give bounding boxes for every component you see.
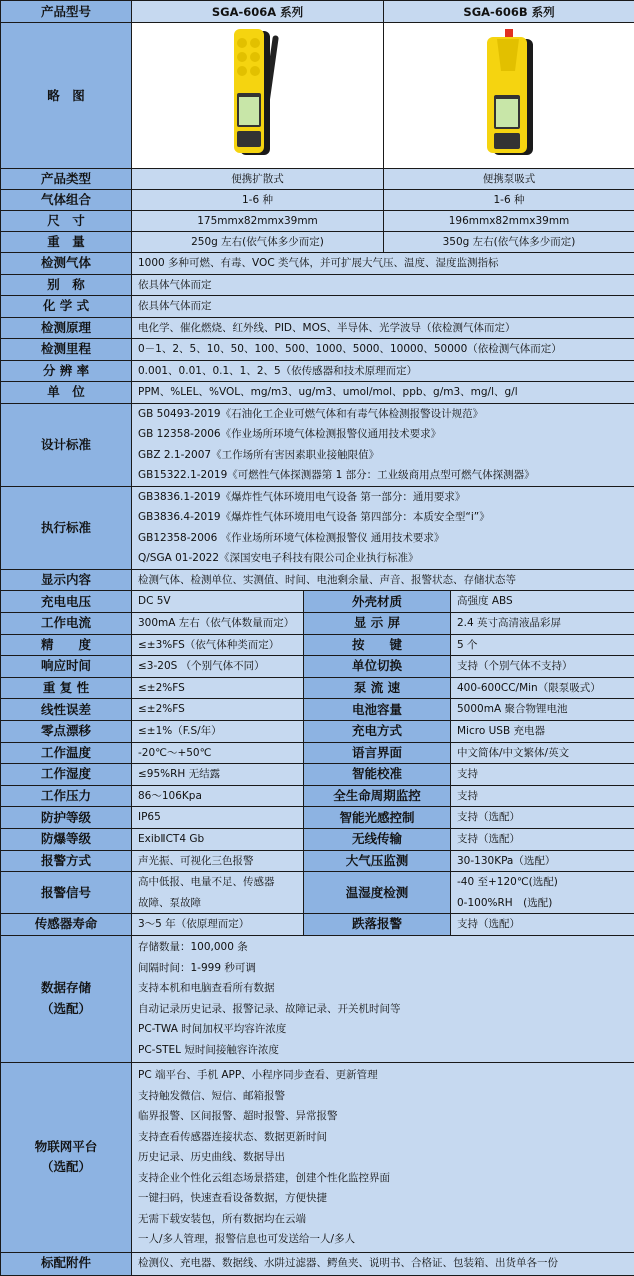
row-label-secondary: 外壳材质 <box>304 591 451 613</box>
row-label: 检测里程 <box>1 339 132 361</box>
row-label: 化 学 式 <box>1 296 132 318</box>
row-label-secondary: 泵 流 速 <box>304 677 451 699</box>
model-a-title: SGA-606A 系列 <box>132 1 384 23</box>
cell-line: 86～106Kpa <box>138 786 297 807</box>
row-value-secondary <box>451 764 634 786</box>
row-value <box>132 339 634 361</box>
row-value-secondary <box>451 591 634 613</box>
model-a-value: 1-6 种 <box>132 190 384 211</box>
cell-line: 1000 多种可燃、有毒、VOC 类气体，并可扩展大气压、温度、湿度监测指标 <box>138 253 628 274</box>
cell-line: 依具体气体而定 <box>138 296 628 317</box>
spec-row <box>1 935 634 1063</box>
spec-row <box>1 677 634 699</box>
row-label-secondary: 大气压监测 <box>304 850 451 872</box>
cell-line: PPM、%LEL、%VOL、mg/m3、ug/m3、umol/mol、ppb、g/m3、mg/l、g/l <box>138 382 628 403</box>
cell-line: 支持触发微信、短信、邮箱报警 <box>138 1086 628 1107</box>
spec-row <box>1 317 634 339</box>
spec-row <box>1 232 634 253</box>
cell-line: 临界报警、区间报警、超时报警、异常报警 <box>138 1106 628 1127</box>
cell-line: 检测气体、检测单位、实测值、时间、电池剩余量、声音、报警状态、存储状态等 <box>138 570 628 591</box>
row-value <box>132 764 304 786</box>
row-label-secondary: 温湿度检测 <box>304 872 451 914</box>
cell-line: 30-130KPa（选配） <box>457 851 628 872</box>
cell-line: 2.4 英寸高清液晶彩屏 <box>457 613 628 634</box>
model-b-title: SGA-606B 系列 <box>384 1 634 23</box>
row-value <box>132 591 304 613</box>
cell-line: 一人/多人管理，报警信息也可发送给一人/多人 <box>138 1229 628 1250</box>
cell-line: 5000mA 聚合物锂电池 <box>457 699 628 720</box>
row-label: 响应时间 <box>1 656 132 678</box>
cell-line: 400-600CC/Min（限泵吸式） <box>457 678 628 699</box>
image-label: 略 图 <box>1 23 132 169</box>
row-label: 报警方式 <box>1 850 132 872</box>
cell-line: 0-100%RH (选配) <box>457 893 628 914</box>
row-value <box>132 742 304 764</box>
row-label-main: 物联网平台 <box>3 1137 129 1158</box>
row-label-sub: （选配） <box>3 999 129 1020</box>
cell-line: 5 个 <box>457 635 628 656</box>
row-label: 报警信号 <box>1 872 132 914</box>
row-value-secondary <box>451 807 634 829</box>
row-value-secondary <box>451 872 634 914</box>
spec-row <box>1 274 634 296</box>
cell-line: GB3836.4-2019《爆炸性气体环境用电气设备 第四部分：本质安全型“i”》 <box>138 507 628 528</box>
row-label-main: 标配附件 <box>3 1253 129 1274</box>
row-value-secondary <box>451 828 634 850</box>
cell-line: ≤95%RH 无结露 <box>138 764 297 785</box>
row-label: 重 复 性 <box>1 677 132 699</box>
spec-row <box>1 339 634 361</box>
cell-line: GB 50493-2019《石油化工企业可燃气体和有毒气体检测报警设计规范》 <box>138 404 628 425</box>
cell-line: 存储数量：100,000 条 <box>138 937 628 958</box>
spec-row <box>1 612 634 634</box>
cell-line: PC-TWA 时间加权平均容许浓度 <box>138 1019 628 1040</box>
cell-line: -20℃～+50℃ <box>138 743 297 764</box>
cell-line: 支持 <box>457 786 628 807</box>
row-value <box>132 872 304 914</box>
cell-line: 检测仪、充电器、数据线、水阱过滤器、鳄鱼夹、说明书、合格证、包装箱、出货单各一份 <box>138 1253 628 1274</box>
row-value <box>132 656 304 678</box>
cell-line: 高中低报、电量不足、传感器 <box>138 872 297 893</box>
cell-line: 间隔时间：1-999 秒可调 <box>138 958 628 979</box>
spec-row <box>1 785 634 807</box>
row-label-secondary: 电池容量 <box>304 699 451 721</box>
cell-line: 故障、泵故障 <box>138 893 297 914</box>
cell-line: 依具体气体而定 <box>138 275 628 296</box>
cell-line: Q/SGA 01-2022《深国安电子科技有限公司企业执行标准》 <box>138 548 628 569</box>
row-value-secondary <box>451 612 634 634</box>
cell-line: 高强度 ABS <box>457 591 628 612</box>
cell-line: GBZ 2.1-2007《工作场所有害因素职业接触限值》 <box>138 445 628 466</box>
spec-row <box>1 486 634 569</box>
cell-line: 支持本机和电脑查看所有数据 <box>138 978 628 999</box>
spec-row <box>1 382 634 404</box>
row-value-secondary <box>451 785 634 807</box>
cell-line: PC-STEL 短时间接触容许浓度 <box>138 1040 628 1061</box>
row-value-secondary <box>451 850 634 872</box>
row-label: 产品类型 <box>1 169 132 190</box>
row-value <box>132 1063 634 1252</box>
spec-row <box>1 764 634 786</box>
spec-row <box>1 634 634 656</box>
model-a-value: 便携扩散式 <box>132 169 384 190</box>
cell-line: 300mA 左右（依气体数量而定） <box>138 613 297 634</box>
cell-line: PC 端平台、手机 APP、小程序同步查看、更新管理 <box>138 1065 628 1086</box>
row-label-secondary: 充电方式 <box>304 720 451 742</box>
cell-line: 中文简体/中文繁体/英文 <box>457 743 628 764</box>
row-label-secondary: 显 示 屏 <box>304 612 451 634</box>
row-label: 工作湿度 <box>1 764 132 786</box>
cell-line: 自动记录历史记录、报警记录、故障记录、开关机时间等 <box>138 999 628 1020</box>
spec-row <box>1 1063 634 1252</box>
cell-line: -40 至+120℃(选配) <box>457 872 628 893</box>
spec-row <box>1 211 634 232</box>
cell-line: 支持查看传感器连接状态、数据更新时间 <box>138 1127 628 1148</box>
row-label: 分 辨 率 <box>1 360 132 382</box>
row-value <box>132 699 304 721</box>
spec-row <box>1 872 634 914</box>
row-value-secondary <box>451 699 634 721</box>
row-label-secondary: 按 键 <box>304 634 451 656</box>
row-label: 传感器寿命 <box>1 914 132 936</box>
spec-row <box>1 296 634 318</box>
cell-line: 一键扫码，快速查看设备数据，方便快捷 <box>138 1188 628 1209</box>
row-value <box>132 828 304 850</box>
row-label: 工作温度 <box>1 742 132 764</box>
row-value <box>132 274 634 296</box>
spec-row <box>1 850 634 872</box>
cell-line: 0－1、2、5、10、50、100、500、1000、5000、10000、50000（依检测气体而定） <box>138 339 628 360</box>
row-label: 防爆等级 <box>1 828 132 850</box>
cell-line: 支持（选配） <box>457 914 628 935</box>
row-label: 精 度 <box>1 634 132 656</box>
row-label: 防护等级 <box>1 807 132 829</box>
cell-line: IP65 <box>138 807 297 828</box>
cell-line: 支持 <box>457 764 628 785</box>
spec-row <box>1 656 634 678</box>
cell-line: ≤±2%FS <box>138 699 297 720</box>
spec-row <box>1 403 634 486</box>
gas-detector-pump-image <box>384 23 634 169</box>
gas-detector-diffusion-image <box>132 23 384 169</box>
cell-line: GB15322.1-2019《可燃性气体探测器第 1 部分：工业级商用点型可燃气体探测器》 <box>138 465 628 486</box>
model-b-value: 便携泵吸式 <box>384 169 634 190</box>
cell-line: 支持（选配） <box>457 807 628 828</box>
row-label: 检测气体 <box>1 253 132 275</box>
row-label: 工作压力 <box>1 785 132 807</box>
row-value <box>132 569 634 591</box>
cell-line: ≤3-20S （个别气体不同） <box>138 656 297 677</box>
row-label-main: 数据存储 <box>3 978 129 999</box>
cell-line: ≤±1%（F.S/年） <box>138 721 297 742</box>
row-value <box>132 677 304 699</box>
row-label <box>1 935 132 1063</box>
row-value <box>132 403 634 486</box>
cell-line: 电化学、催化燃烧、红外线、PID、MOS、半导体、光学波导（依检测气体而定） <box>138 318 628 339</box>
model-b-value: 350g 左右(依气体多少而定) <box>384 232 634 253</box>
spec-row <box>1 569 634 591</box>
cell-line: 支持（选配） <box>457 829 628 850</box>
row-label: 尺 寸 <box>1 211 132 232</box>
cell-line: Micro USB 充电器 <box>457 721 628 742</box>
model-b-value: 1-6 种 <box>384 190 634 211</box>
spec-row <box>1 914 634 936</box>
row-label: 线性误差 <box>1 699 132 721</box>
spec-row <box>1 190 634 211</box>
model-a-value: 250g 左右(依气体多少而定) <box>132 232 384 253</box>
model-a-value: 175mmx82mmx39mm <box>132 211 384 232</box>
row-value <box>132 296 634 318</box>
cell-line: 0.001、0.01、0.1、1、2、5（依传感器和技术原理而定） <box>138 361 628 382</box>
row-value <box>132 850 304 872</box>
spec-row <box>1 253 634 275</box>
row-value <box>132 634 304 656</box>
row-label: 显示内容 <box>1 569 132 591</box>
cell-line: ExibⅡCT4 Gb <box>138 829 297 850</box>
row-value <box>132 935 634 1063</box>
row-label: 工作电流 <box>1 612 132 634</box>
row-label: 气体组合 <box>1 190 132 211</box>
row-label: 零点漂移 <box>1 720 132 742</box>
row-value-secondary <box>451 914 634 936</box>
spec-row <box>1 699 634 721</box>
spec-row <box>1 720 634 742</box>
header-row <box>1 1 634 23</box>
cell-line: 无需下载安装包，所有数据均在云端 <box>138 1209 628 1230</box>
spec-row <box>1 591 634 613</box>
cell-line: 支持（个别气体不支持） <box>457 656 628 677</box>
model-b-value: 196mmx82mmx39mm <box>384 211 634 232</box>
row-label-sub: （选配） <box>3 1157 129 1178</box>
row-value-secondary <box>451 656 634 678</box>
header-label: 产品型号 <box>1 1 132 23</box>
row-label-secondary: 单位切换 <box>304 656 451 678</box>
row-value <box>132 785 304 807</box>
cell-line: GB 12358-2006《作业场所环境气体检测报警仪通用技术要求》 <box>138 424 628 445</box>
cell-line: 支持企业个性化云组态场景搭建，创建个性化监控界面 <box>138 1168 628 1189</box>
row-label: 充电电压 <box>1 591 132 613</box>
row-label: 设计标准 <box>1 403 132 486</box>
row-value-secondary <box>451 742 634 764</box>
row-value <box>132 914 304 936</box>
spec-row <box>1 169 634 190</box>
row-label-secondary: 智能校准 <box>304 764 451 786</box>
row-label <box>1 1063 132 1252</box>
cell-line: DC 5V <box>138 591 297 612</box>
row-value <box>132 253 634 275</box>
row-value <box>132 612 304 634</box>
row-value <box>132 317 634 339</box>
cell-line: ≤±2%FS <box>138 678 297 699</box>
cell-line: GB12358-2006 《作业场所环境气体检测报警仪 通用技术要求》 <box>138 528 628 549</box>
row-label-secondary: 跌落报警 <box>304 914 451 936</box>
row-label: 别 称 <box>1 274 132 296</box>
spec-row <box>1 360 634 382</box>
spec-row <box>1 742 634 764</box>
row-value <box>132 382 634 404</box>
row-label: 重 量 <box>1 232 132 253</box>
spec-row <box>1 807 634 829</box>
spec-row <box>1 828 634 850</box>
row-label-secondary: 智能光感控制 <box>304 807 451 829</box>
row-label-secondary: 语言界面 <box>304 742 451 764</box>
row-value-secondary <box>451 720 634 742</box>
row-value <box>132 720 304 742</box>
cell-line: ≤±3%FS（依气体种类而定） <box>138 635 297 656</box>
row-value-secondary <box>451 634 634 656</box>
row-label: 执行标准 <box>1 486 132 569</box>
row-value <box>132 807 304 829</box>
row-value-secondary <box>451 677 634 699</box>
cell-line: GB3836.1-2019《爆炸性气体环境用电气设备 第一部分：通用要求》 <box>138 487 628 508</box>
row-value <box>132 360 634 382</box>
cell-line: 声光振、可视化三色报警 <box>138 851 297 872</box>
cell-line: 3～5 年（依原理而定） <box>138 914 297 935</box>
row-label-secondary: 无线传输 <box>304 828 451 850</box>
row-label: 单 位 <box>1 382 132 404</box>
row-label: 检测原理 <box>1 317 132 339</box>
row-label-secondary: 全生命周期监控 <box>304 785 451 807</box>
cell-line: 历史记录、历史曲线、数据导出 <box>138 1147 628 1168</box>
image-row <box>1 23 634 169</box>
row-value <box>132 486 634 569</box>
